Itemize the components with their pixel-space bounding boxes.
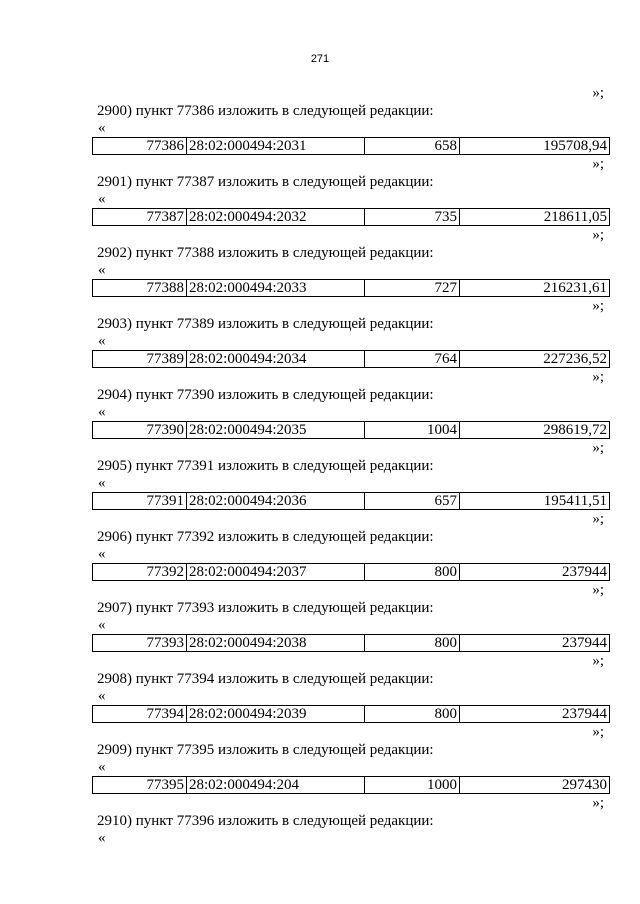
closing-quote: »; <box>592 582 604 598</box>
entry-table <box>92 137 610 155</box>
amendment-heading: 2900) пункт 77386 изложить в следующей редакции: <box>97 103 434 119</box>
closing-quote: »; <box>592 795 604 811</box>
final-heading: 2910) пункт 77396 изложить в следующей редакции: <box>97 813 434 829</box>
area-cell: 657 <box>365 493 460 510</box>
entry-table <box>92 563 610 581</box>
opening-quote: « <box>98 404 106 420</box>
area-cell: 764 <box>365 351 460 368</box>
area-cell: 727 <box>365 280 460 297</box>
opening-quote: « <box>98 617 106 633</box>
cadastral-number-cell: 28:02:000494:2035 <box>187 422 365 439</box>
item-number-cell: 77387 <box>93 209 187 226</box>
cadastral-number-cell: 28:02:000494:2038 <box>187 635 365 652</box>
opening-quote: « <box>98 475 106 491</box>
value-cell: 195411,51 <box>460 493 610 510</box>
entry-table <box>92 776 610 794</box>
opening-quote: « <box>98 262 106 278</box>
value-cell: 237944 <box>460 635 610 652</box>
closing-quote: »; <box>592 724 604 740</box>
closing-quote: »; <box>592 440 604 456</box>
entry-table <box>92 634 610 652</box>
closing-quote: »; <box>592 298 604 314</box>
item-number-cell: 77395 <box>93 777 187 794</box>
amendment-heading: 2908) пункт 77394 изложить в следующей редакции: <box>97 671 434 687</box>
value-cell: 297430 <box>460 777 610 794</box>
table-row <box>93 138 610 155</box>
amendment-heading: 2902) пункт 77388 изложить в следующей редакции: <box>97 245 434 261</box>
area-cell: 800 <box>365 635 460 652</box>
value-cell: 195708,94 <box>460 138 610 155</box>
amendment-heading: 2907) пункт 77393 изложить в следующей редакции: <box>97 600 434 616</box>
item-number-cell: 77393 <box>93 635 187 652</box>
table-row <box>93 351 610 368</box>
table-row <box>93 635 610 652</box>
opening-quote: « <box>98 688 106 704</box>
amendment-entry <box>92 741 610 812</box>
entry-table <box>92 350 610 368</box>
closing-quote: »; <box>592 653 604 669</box>
amendment-entry <box>92 315 610 386</box>
amendment-entry <box>92 457 610 528</box>
amendment-entry <box>92 386 610 457</box>
opening-quote: « <box>98 546 106 562</box>
table-row <box>93 209 610 226</box>
area-cell: 800 <box>365 564 460 581</box>
opening-quote: « <box>98 759 106 775</box>
cadastral-number-cell: 28:02:000494:2039 <box>187 706 365 723</box>
amendment-entry <box>92 528 610 599</box>
amendment-heading: 2909) пункт 77395 изложить в следующей редакции: <box>97 742 434 758</box>
amendment-heading: 2906) пункт 77392 изложить в следующей редакции: <box>97 529 434 545</box>
amendment-heading: 2903) пункт 77389 изложить в следующей редакции: <box>97 316 434 332</box>
table-row <box>93 280 610 297</box>
entry-table <box>92 208 610 226</box>
opening-quote: « <box>98 333 106 349</box>
cadastral-number-cell: 28:02:000494:2036 <box>187 493 365 510</box>
entry-list <box>92 102 610 812</box>
cadastral-number-cell: 28:02:000494:2037 <box>187 564 365 581</box>
closing-quote: »; <box>592 511 604 527</box>
table-row <box>93 777 610 794</box>
final-opening-quote: « <box>98 830 106 846</box>
area-cell: 800 <box>365 706 460 723</box>
table-row <box>93 493 610 510</box>
document-body <box>92 84 610 847</box>
amendment-entry <box>92 102 610 173</box>
item-number-cell: 77392 <box>93 564 187 581</box>
closing-quote: »; <box>592 85 604 101</box>
page-number: 271 <box>310 53 330 65</box>
entry-table <box>92 421 610 439</box>
area-cell: 735 <box>365 209 460 226</box>
cadastral-number-cell: 28:02:000494:2033 <box>187 280 365 297</box>
amendment-entry <box>92 244 610 315</box>
value-cell: 298619,72 <box>460 422 610 439</box>
opening-quote: « <box>98 191 106 207</box>
item-number-cell: 77389 <box>93 351 187 368</box>
amendment-heading: 2901) пункт 77387 изложить в следующей редакции: <box>97 174 434 190</box>
area-cell: 1004 <box>365 422 460 439</box>
opening-quote: « <box>98 120 106 136</box>
table-row <box>93 422 610 439</box>
item-number-cell: 77391 <box>93 493 187 510</box>
closing-quote: »; <box>592 227 604 243</box>
value-cell: 216231,61 <box>460 280 610 297</box>
amendment-entry <box>92 173 610 244</box>
cadastral-number-cell: 28:02:000494:2032 <box>187 209 365 226</box>
amendment-heading: 2905) пункт 77391 изложить в следующей редакции: <box>97 458 434 474</box>
item-number-cell: 77390 <box>93 422 187 439</box>
item-number-cell: 77388 <box>93 280 187 297</box>
table-row <box>93 706 610 723</box>
entry-table <box>92 279 610 297</box>
value-cell: 237944 <box>460 564 610 581</box>
table-row <box>93 564 610 581</box>
amendment-entry <box>92 670 610 741</box>
value-cell: 237944 <box>460 706 610 723</box>
value-cell: 218611,05 <box>460 209 610 226</box>
area-cell: 1000 <box>365 777 460 794</box>
area-cell: 658 <box>365 138 460 155</box>
amendment-heading: 2904) пункт 77390 изложить в следующей редакции: <box>97 387 434 403</box>
closing-quote: »; <box>592 156 604 172</box>
value-cell: 227236,52 <box>460 351 610 368</box>
entry-table <box>92 705 610 723</box>
item-number-cell: 77394 <box>93 706 187 723</box>
cadastral-number-cell: 28:02:000494:204 <box>187 777 365 794</box>
item-number-cell: 77386 <box>93 138 187 155</box>
cadastral-number-cell: 28:02:000494:2034 <box>187 351 365 368</box>
cadastral-number-cell: 28:02:000494:2031 <box>187 138 365 155</box>
closing-quote: »; <box>592 369 604 385</box>
amendment-entry <box>92 599 610 670</box>
entry-table <box>92 492 610 510</box>
